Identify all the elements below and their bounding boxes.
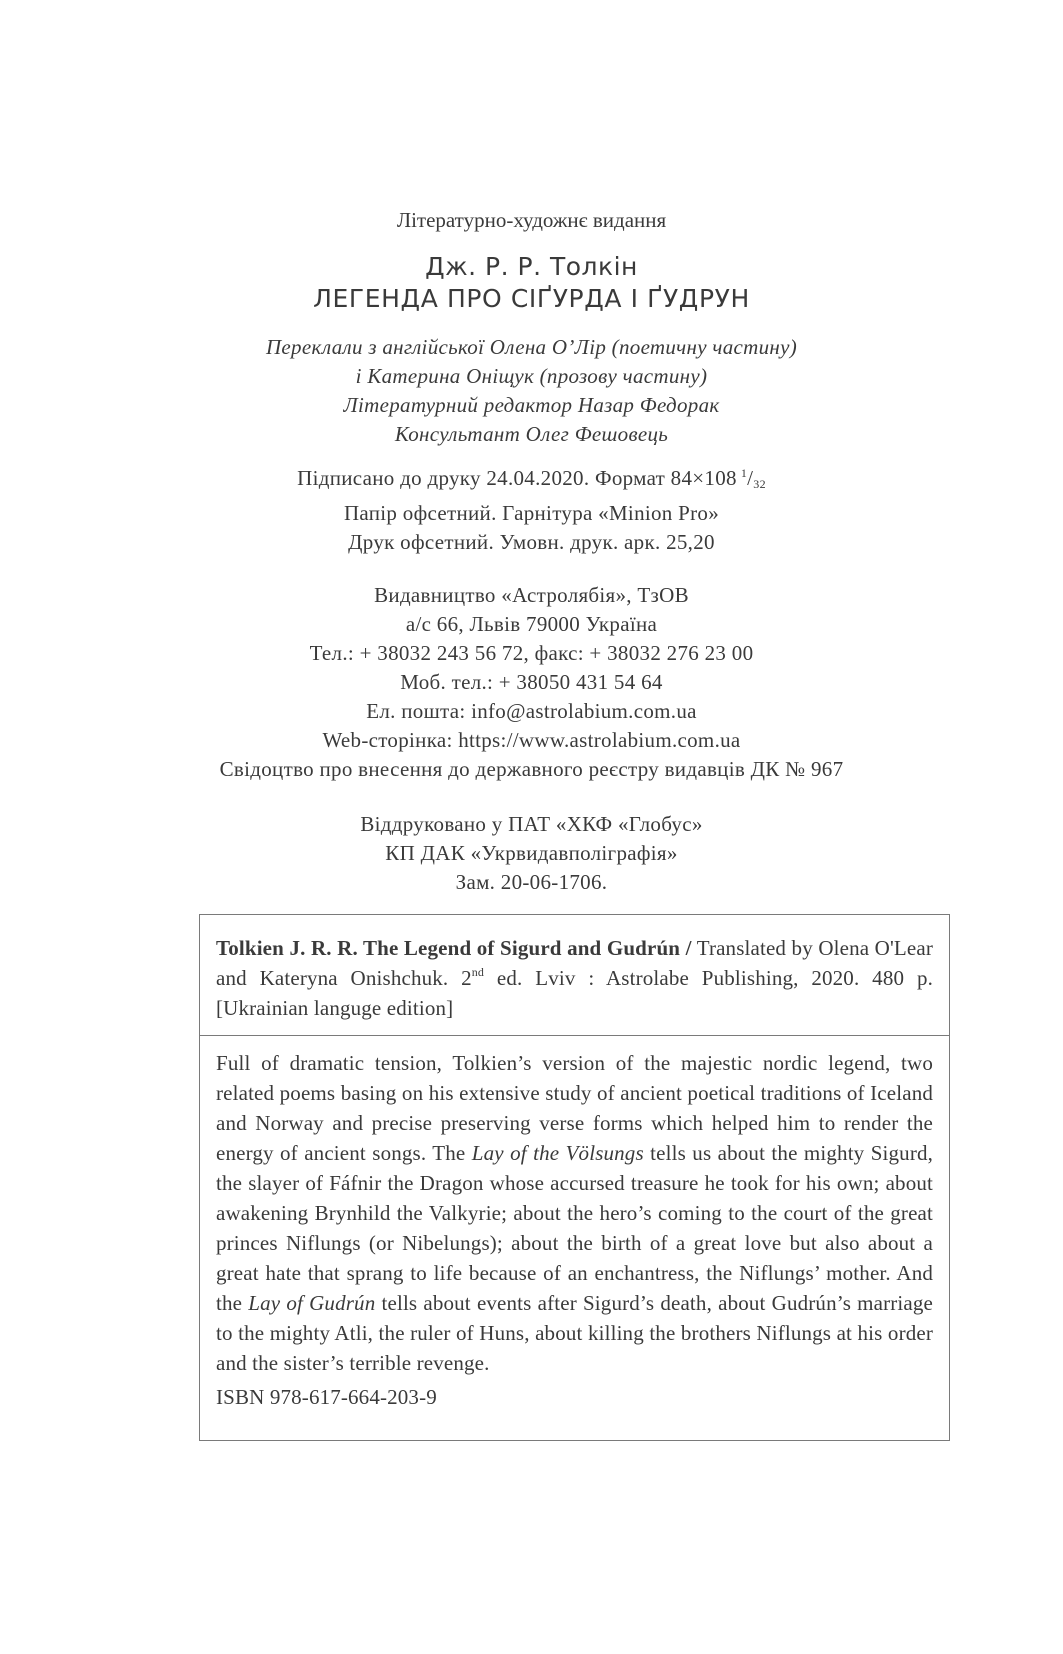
annotation <box>216 1048 933 1378</box>
bibliographic-box <box>199 914 950 1441</box>
annotation-text: Full of dramatic tension, Tolkien’s version of the majestic nordic legend, two related poems basing on his extensive study of ancient poetical traditions of Iceland and Norway and precise preserving verse forms which helped him to render the energy of ancient songs. The <box>216 1051 933 1165</box>
publisher-line: Видавництво «Астролябія», ТзОВ <box>374 583 689 607</box>
genre-label: Літературно-художнє видання <box>396 208 667 232</box>
annotation-text: tells us about the mighty Sigurd, the slayer of Fáfnir the Dragon whose accursed treasure he took for his own; about awakening Brynhild the Valkyrie; about the hero’s coming to the court of the great princes Niflungs (or Nibelungs); about the birth of a great love but also about a great hate that sprang to life because of an enchantress, the Niflungs’ mother. And the <box>216 1141 934 1315</box>
credit-line: Переклали з англійської Олена О’Лір (поетичну частину) <box>265 335 798 359</box>
publisher-website: Web-сторінка: https://www.astrolabium.com.ua <box>322 728 741 752</box>
bib-details-cont: ed. Lviv : Astrolabe Publishing, 2020. 480 p. [Ukrainian languge edition] <box>216 966 933 1020</box>
annotation-italic: Lay of the Völsungs <box>471 1141 644 1165</box>
spec-line: Підписано до друку 24.04.2020. Формат 84×108 $^1$/32 <box>297 466 766 491</box>
publisher-line: а/с 66, Львів 79000 Україна <box>405 612 658 636</box>
publisher-info <box>0 581 1063 784</box>
spec-line: Папір офсетний. Гарнітура «Minion Pro» <box>343 501 720 525</box>
printer-line: КП ДАК «Укрвидавполіграфія» <box>385 841 678 865</box>
publisher-line: Моб. тел.: + 38050 431 54 64 <box>400 670 663 694</box>
bib-title: Tolkien J. R. R. The Legend of Sigurd and Gudrún <box>216 936 681 960</box>
bibliographic-record <box>216 933 933 1023</box>
publisher-line: Свідоцтво про внесення до державного реєстру видавців ДК № 967 <box>219 757 844 781</box>
bib-details: Translated by Olena O'Lear and Kateryna Onishchuk. 2 <box>216 936 933 990</box>
credits <box>0 333 1063 449</box>
bib-slash: / <box>680 936 692 960</box>
publisher-line: Тел.: + 38032 243 56 72, факс: + 38032 276 23 00 <box>309 641 754 665</box>
publisher-email: Ел. пошта: info@astrolabium.com.ua <box>366 699 697 723</box>
divider <box>200 1035 949 1036</box>
annotation-text: tells about events after Sigurd’s death, about Gudrún’s marriage to the mighty Atli, the ruler of Huns, about killing the brothers Niflungs at his order and the sister’s terrible revenge. <box>216 1291 933 1375</box>
annotation-italic: Lay of Gudrún <box>248 1291 376 1315</box>
format-fraction-denominator: 32 <box>753 477 766 491</box>
author-name: Дж. Р. Р. Толкін <box>425 252 638 281</box>
spec-format-text: Підписано до друку 24.04.2020. Формат 84×108 <box>297 466 737 490</box>
printer-line: Віддруковано у ПАТ «ХКФ «Глобус» <box>360 812 703 836</box>
book-title: ЛЕГЕНДА ПРО СІҐУРДА І ҐУДРУН <box>313 284 750 313</box>
credit-line: Консультант Олег Фешовець <box>394 422 669 446</box>
edition-superscript: nd <box>471 965 485 979</box>
credit-line: і Катерина Оніщук (прозову частину) <box>355 364 708 388</box>
format-fraction-numerator: 1 <box>740 466 748 480</box>
imprint-block <box>0 206 1063 897</box>
credit-line: Літературний редактор Назар Федорак <box>343 393 720 417</box>
printer-line: Зам. 20-06-1706. <box>455 870 608 894</box>
print-specs <box>0 459 1063 557</box>
printer-info <box>0 810 1063 897</box>
isbn: ISBN 978-617-664-203-9 <box>216 1385 437 1409</box>
spec-line: Друк офсетний. Умовн. друк. арк. 25,20 <box>348 530 715 554</box>
